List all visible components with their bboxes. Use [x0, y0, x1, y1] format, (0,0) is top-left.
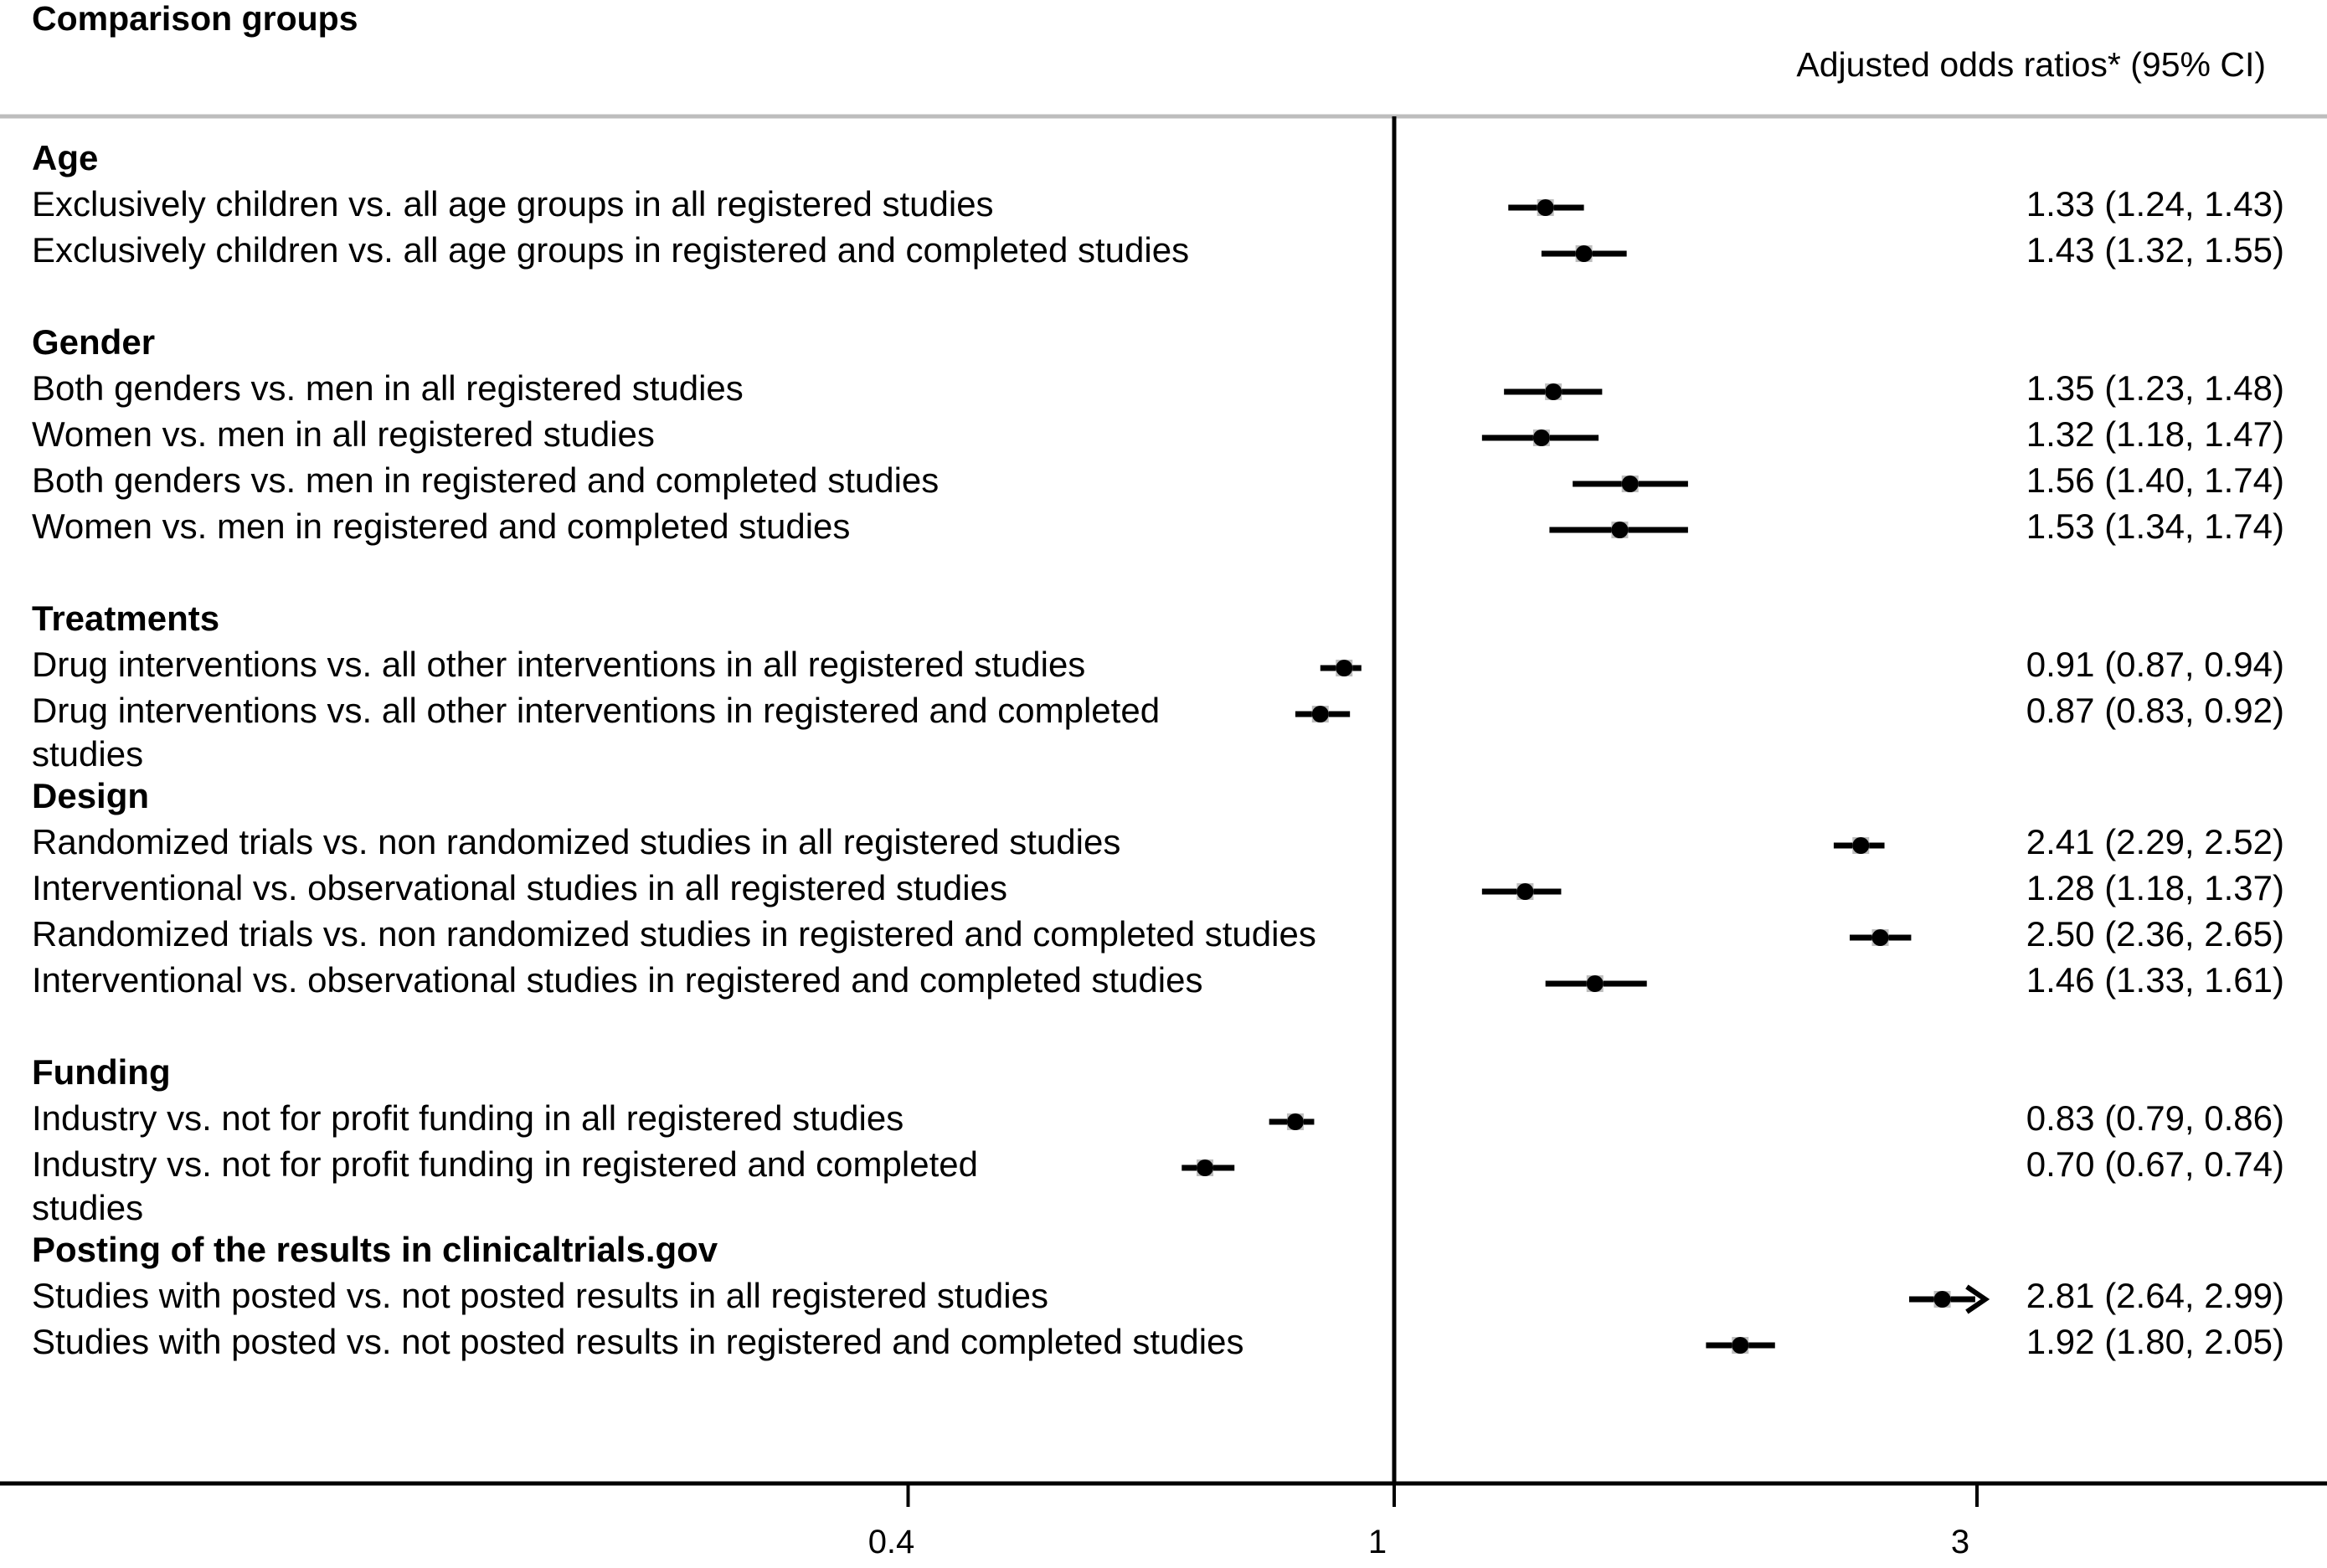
row-value: 1.53 (1.34, 1.74)	[2026, 506, 2284, 546]
row-label: Both genders vs. men in all registered studies	[32, 368, 744, 408]
x-tick-label: 0.4	[867, 1524, 915, 1560]
row-label: Studies with posted vs. not posted results in registered and completed studies	[32, 1322, 1244, 1361]
group-header: Posting of the results in clinicaltrials.gov	[32, 1230, 718, 1269]
x-axis	[868, 1483, 1977, 1560]
point-estimate	[1587, 975, 1604, 992]
point-estimate	[1516, 883, 1533, 900]
group-header: Treatments	[32, 599, 220, 638]
row-label-continued: studies	[32, 734, 144, 774]
row-value: 0.70 (0.67, 0.74)	[2026, 1144, 2284, 1184]
row-value: 1.35 (1.23, 1.48)	[2026, 368, 2284, 408]
point-estimate	[1537, 199, 1554, 216]
row-value: 1.56 (1.40, 1.74)	[2026, 460, 2284, 500]
row-value: 0.91 (0.87, 0.94)	[2026, 645, 2284, 684]
row-value: 1.46 (1.33, 1.61)	[2026, 960, 2284, 1000]
point-estimate	[1934, 1291, 1951, 1308]
x-tick-label: 1	[1367, 1524, 1387, 1560]
row-label: Interventional vs. observational studies in all registered studies	[32, 868, 1007, 907]
row-value: 1.32 (1.18, 1.47)	[2026, 414, 2284, 454]
rows-layer	[32, 138, 2284, 1361]
chart-title: Comparison groups	[32, 0, 358, 38]
row-value: 0.87 (0.83, 0.92)	[2026, 691, 2284, 730]
value-column-header: Adjusted odds ratios* (95% CI)	[1796, 45, 2266, 84]
row-label: Women vs. men in registered and completed studies	[32, 506, 851, 546]
row-label: Industry vs. not for profit funding in registered and completed	[32, 1144, 978, 1184]
row-label: Exclusively children vs. all age groups in registered and completed studies	[32, 230, 1190, 270]
row-value: 2.81 (2.64, 2.99)	[2026, 1276, 2284, 1315]
point-estimate	[1197, 1159, 1213, 1176]
group-header: Funding	[32, 1052, 171, 1092]
row-label: Both genders vs. men in registered and completed studies	[32, 460, 940, 500]
point-estimate	[1336, 660, 1352, 676]
group-header: Age	[32, 138, 99, 177]
x-tick-label: 3	[1950, 1524, 1970, 1560]
row-label: Interventional vs. observational studies in registered and completed studies	[32, 960, 1203, 1000]
row-label: Drug interventions vs. all other interventions in registered and completed	[32, 691, 1161, 730]
row-value: 0.83 (0.79, 0.86)	[2026, 1098, 2284, 1138]
group-header: Gender	[32, 322, 156, 362]
row-value: 1.43 (1.32, 1.55)	[2026, 230, 2284, 270]
row-label: Randomized trials vs. non randomized studies in all registered studies	[32, 822, 1121, 861]
row-label: Studies with posted vs. not posted results in all registered studies	[32, 1276, 1048, 1315]
row-label: Drug interventions vs. all other interventions in all registered studies	[32, 645, 1086, 684]
row-value: 1.33 (1.24, 1.43)	[2026, 184, 2284, 224]
row-label: Randomized trials vs. non randomized studies in registered and completed studies	[32, 914, 1316, 954]
row-value: 2.50 (2.36, 2.65)	[2026, 914, 2284, 954]
row-label: Industry vs. not for profit funding in all registered studies	[32, 1098, 904, 1138]
point-estimate	[1611, 522, 1628, 538]
point-estimate	[1533, 429, 1550, 446]
row-label: Women vs. men in all registered studies	[32, 414, 655, 454]
group-header: Design	[32, 776, 150, 815]
marks-layer	[1182, 199, 1985, 1354]
point-estimate	[1732, 1337, 1748, 1354]
row-label-continued: studies	[32, 1188, 144, 1227]
point-estimate	[1312, 706, 1329, 722]
row-label: Exclusively children vs. all age groups in all registered studies	[32, 184, 994, 224]
row-value: 2.41 (2.29, 2.52)	[2026, 822, 2284, 861]
row-value: 1.92 (1.80, 2.05)	[2026, 1322, 2284, 1361]
point-estimate	[1545, 383, 1562, 400]
point-estimate	[1852, 837, 1869, 854]
point-estimate	[1576, 245, 1593, 262]
point-estimate	[1622, 476, 1639, 492]
row-value: 1.28 (1.18, 1.37)	[2026, 868, 2284, 907]
point-estimate	[1871, 929, 1888, 946]
point-estimate	[1287, 1113, 1304, 1130]
